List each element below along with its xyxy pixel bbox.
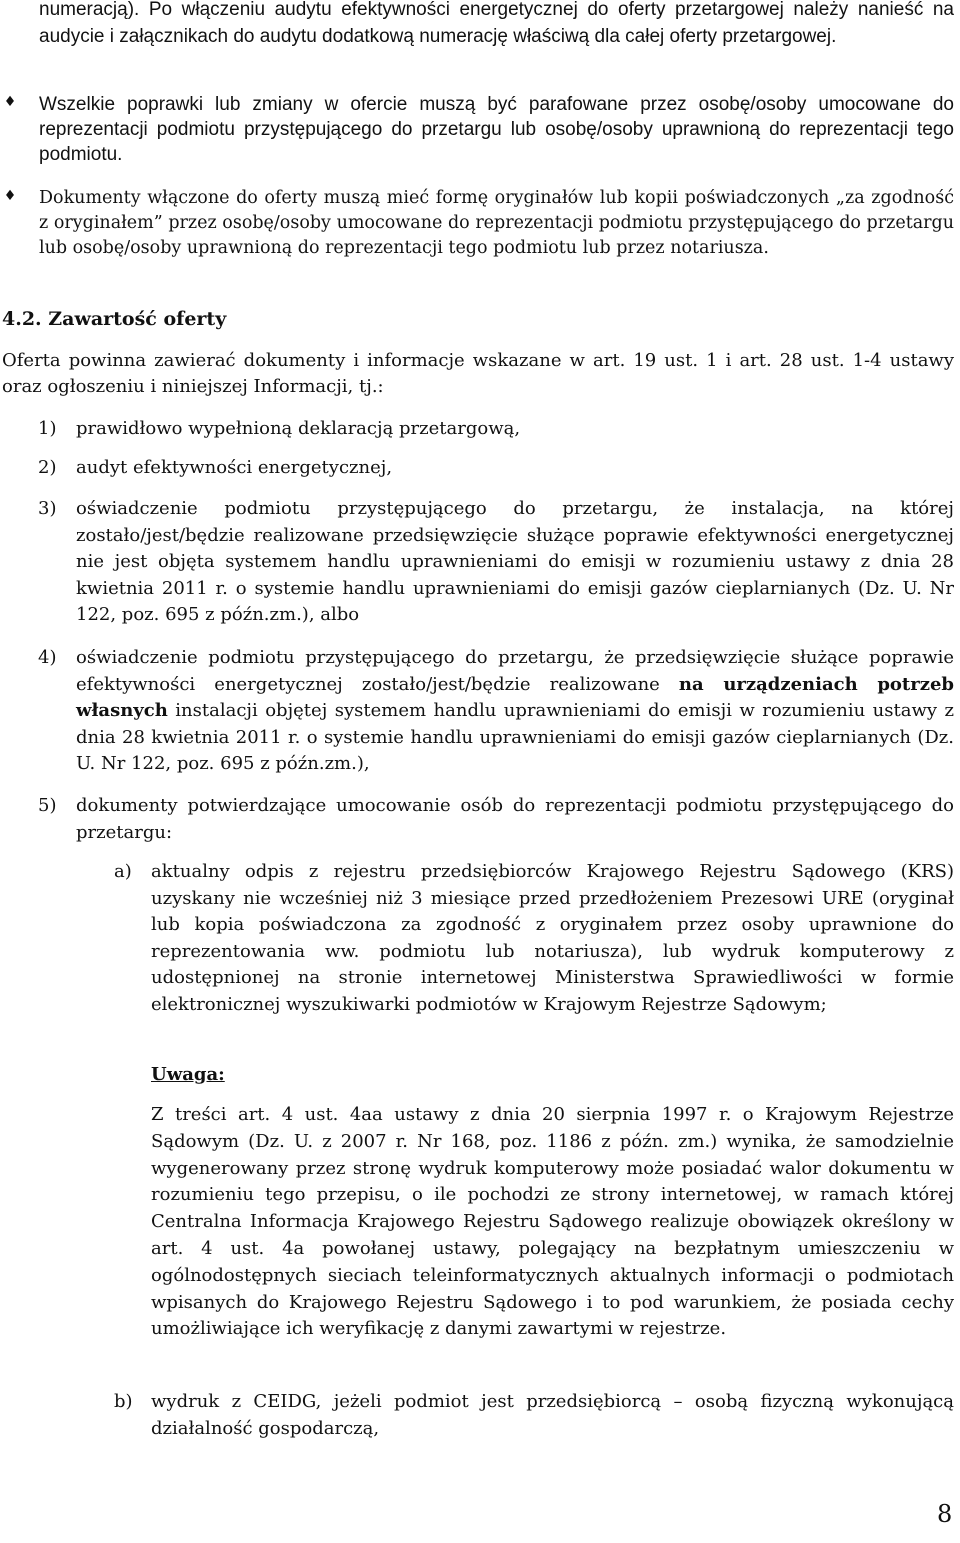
- list-item-text: audyt efektywności energetycznej,: [76, 457, 393, 478]
- list-number: 1): [38, 418, 57, 439]
- list-number: 4): [38, 647, 57, 668]
- list-item-text: prawidłowo wypełnioną deklaracją przetargową,: [76, 418, 521, 439]
- sub-list-text: aktualny odpis z rejestru przedsiębiorców Krajowego Rejestru Sądowego (KRS) uzyskany nie wcześniej niż 3 miesiące przed przedłożeniem Prezesowi URE (oryginał lub kopia poświadczona za zgodność z oryginałem przez osoby uprawnione do reprezentowania ww. podmiotu lub notariusza), lub wydruk komputerowy z udostępnionej na stronie internetowej Ministerstwa Sprawiedliwości w formie elektronicznej wyszukiwarki podmiotów w Krajowym Rejestrze Sądowym;: [151, 861, 954, 1015]
- sub-list-letter: a): [114, 861, 132, 882]
- list-item-text: oświadczenie podmiotu przystępującego do przetargu, że przedsięwzięcie służące poprawie efektywności energetycznej zostało/jest/będzie realizowane na urządzeniach potrzeb własnych instalacji objętej systemem handlu uprawnieniami do emisji w rozumieniu ustawy z dnia 28 kwietnia 2011 r. o systemie handlu uprawnieniami do emisji gazów cieplarnianych (Dz. U. Nr 122, poz. 695 z późn.zm.),: [76, 647, 954, 774]
- diamond-bullet-icon: ♦: [3, 188, 17, 204]
- list-number: 2): [38, 457, 57, 478]
- section-heading: 4.2. Zawartość oferty: [2, 308, 227, 330]
- bullet-paragraph: Wszelkie poprawki lub zmiany w ofercie muszą być parafowane przez osobę/osoby umocowane do reprezentacji podmiotu przystępującego do przetargu lub osobę/osoby uprawnioną do reprezentacji tego podmiotu.: [39, 94, 954, 165]
- list-item-text: oświadczenie podmiotu przystępującego do przetargu, że instalacja, na której zostało/jest/będzie realizowane przedsięwzięcie służące poprawie efektywności energetycznej nie jest objęta systemem handlu uprawnieniami do emisji w rozumieniu ustawy z dnia 28 kwietnia 2011 r. o systemie handlu uprawnieniami do emisji gazów cieplarnianych (Dz. U. Nr 122, poz. 695 z późn.zm.), albo: [76, 498, 954, 625]
- list-number: 3): [38, 498, 57, 519]
- list-number: 5): [38, 795, 57, 816]
- sub-list-letter: b): [114, 1391, 133, 1412]
- emphasis-text: na urządzeniach potrzeb własnych: [76, 673, 954, 721]
- diamond-bullet-icon: ♦: [3, 94, 17, 110]
- note-label: Uwaga:: [151, 1064, 225, 1085]
- top-paragraph: numeracją). Po włączeniu audytu efektywności energetycznej do oferty przetargowej należy nanieść na audycie i załącznikach do audytu dodatkową numerację właściwą dla całej oferty przetargowej.: [39, 0, 954, 47]
- page-number: 8: [937, 1500, 953, 1528]
- sub-list-text: wydruk z CEIDG, jeżeli podmiot jest przedsiębiorcą – osobą fizyczną wykonującą działalność gospodarczą,: [151, 1391, 954, 1439]
- note-text: Z treści art. 4 ust. 4aa ustawy z dnia 20 sierpnia 1997 r. o Krajowym Rejestrze Sądowym (Dz. U. z 2007 r. Nr 168, poz. 1186 z późn. zm.) wynika, że samodzielnie wygenerowany przez stronę wydruk komputerowy może posiadać walor dokumentu w rozumieniu tego przepisu, o ile pochodzi ze strony internetowej, w ramach której Centralna Informacja Krajowego Rejestru Sądowego realizuje obowiązek określony w art. 4 ust. 4a powołanej ustawy, polegający na bezpłatnym umieszczeniu w ogólnodostępnych sieciach teleinformatycznych aktualnych informacji o podmiotach wpisanych do Krajowego Rejestru Sądowego i to pod warunkiem, że posiada cechy umożliwiające ich weryfikację z danymi zawartymi w rejestrze.: [151, 1104, 954, 1340]
- intro-paragraph: Oferta powinna zawierać dokumenty i informacje wskazane w art. 19 ust. 1 i art. 28 ust. 1-4 ustawy oraz ogłoszeniu i niniejszej Informacji, tj.:: [2, 350, 954, 397]
- list-item-text: dokumenty potwierdzające umocowanie osób do reprezentacji podmiotu przystępującego do przetargu:: [76, 795, 954, 843]
- bullet-paragraph: Dokumenty włączone do oferty muszą mieć formę oryginałów lub kopii poświadczonych „za zgodność z oryginałem” przez osobę/osoby umocowane do reprezentacji podmiotu przystępującego do przetargu lub osobę/osoby uprawnioną do reprezentacji tego podmiotu lub przez notariusza.: [39, 188, 954, 258]
